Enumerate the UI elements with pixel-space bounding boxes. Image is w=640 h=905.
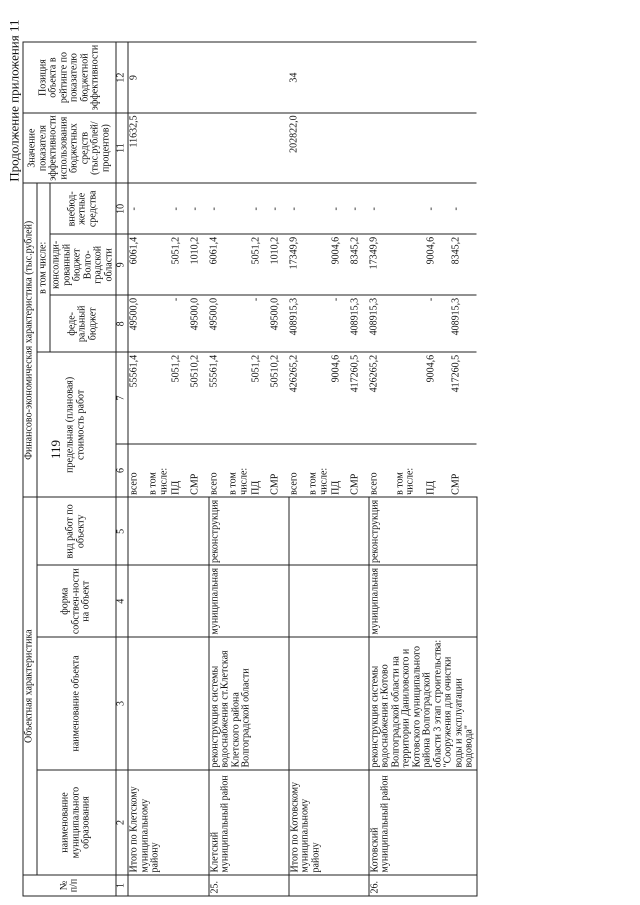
municipality-name: Клетский муниципальный район (209, 770, 289, 875)
work-type: реконструкция (209, 497, 289, 565)
line-label: ПД (425, 444, 451, 498)
line-label: в том числе: (394, 444, 425, 498)
rating-position (425, 42, 451, 113)
rating-position (209, 42, 228, 113)
col-index: 12 (116, 42, 128, 113)
regional-budget: 6061,4 (128, 234, 148, 295)
rating-position (251, 42, 270, 113)
efficiency-value (209, 113, 228, 184)
line-label: всего (128, 444, 148, 498)
mun-name-header: наименование муниципального образования (37, 770, 117, 875)
efficiency-value (251, 113, 270, 184)
rating-position (369, 42, 395, 113)
ownership-form (289, 565, 369, 637)
rating-position: 34 (289, 42, 308, 113)
regional-budget: 8345,2 (451, 234, 477, 295)
work-type: реконструкция (369, 497, 477, 565)
nonbudget-funds (148, 183, 171, 234)
row-number: 25. (209, 875, 289, 896)
nonbudget-funds: - (289, 183, 308, 234)
rating-header: Позиция объекта в рейтинге по показателю бюджетной эффективности (23, 42, 116, 113)
federal-budget: - (425, 295, 451, 352)
ownership-header: форма собствен-ности на объект (37, 565, 117, 637)
object-name (128, 637, 209, 770)
federal-budget: - (251, 295, 270, 352)
rating-position (394, 42, 425, 113)
federal-budget (308, 295, 331, 352)
total-cost (228, 352, 251, 443)
federal-budget: 49500,0 (190, 295, 209, 352)
nonbudget-funds: - (128, 183, 148, 234)
line-label: СМР (270, 444, 289, 498)
total-cost: 5051,2 (171, 352, 190, 443)
total-cost: 426265,2 (289, 352, 308, 443)
line-label: всего (209, 444, 228, 498)
work-type (289, 497, 369, 565)
table-row (369, 42, 395, 896)
nonbudget-funds: - (190, 183, 209, 234)
col-index: 1 (116, 875, 128, 896)
finance-table (23, 42, 478, 897)
total-cost: 417260,5 (350, 352, 369, 443)
nonbudget-funds: - (209, 183, 228, 234)
regional-budget (394, 234, 425, 295)
rating-position (331, 42, 350, 113)
object-group-header: Объектная характеристика (23, 497, 37, 875)
line-label: СМР (451, 444, 477, 498)
efficiency-value (308, 113, 331, 184)
total-cost: 417260,5 (451, 352, 477, 443)
line-label: СМР (190, 444, 209, 498)
efficiency-value (270, 113, 289, 184)
rating-position (228, 42, 251, 113)
nonbudget-funds: - (171, 183, 190, 234)
municipality-name: Итого по Котовскому муниципальному району (289, 770, 369, 875)
nonbudget-funds: - (270, 183, 289, 234)
nonbudget-funds (228, 183, 251, 234)
efficiency-value (394, 113, 425, 184)
line-label: в том числе: (308, 444, 331, 498)
federal-budget: 49500,0 (209, 295, 228, 352)
col-index: 6 (116, 444, 128, 498)
efficiency-value (451, 113, 477, 184)
efficiency-header: Значение показателя эффективности использования бюджетных средств (тыс.рублей/процентов) (23, 113, 116, 184)
regional-budget: 8345,2 (350, 234, 369, 295)
table-body (128, 42, 477, 896)
table-row (128, 42, 148, 896)
total-cost: 55561,4 (209, 352, 228, 443)
rating-position: 9 (128, 42, 148, 113)
col-index: 8 (116, 295, 128, 352)
nonbudget-funds: - (251, 183, 270, 234)
object-name: реконструкция системы водоснабжения г.Котово Волгоградской области на территории Даниловского и Котовского муниципального района Волгоградской области 3 этап строительства: "Сооружения для очистки воды и эксплуатации водовода" (369, 637, 477, 770)
col-num-header: № п/п (23, 875, 116, 896)
total-cost (394, 352, 425, 443)
line-label: в том числе: (228, 444, 251, 498)
federal-budget: - (171, 295, 190, 352)
federal-budget: 49500,0 (270, 295, 289, 352)
ownership-form: муниципальная (369, 565, 477, 637)
nonbudget-funds (394, 183, 425, 234)
total-cost: 5051,2 (251, 352, 270, 443)
rating-position (148, 42, 171, 113)
row-number: 26. (369, 875, 477, 896)
federal-header: феде-ральный бюджет (50, 295, 116, 352)
line-label: ПД (331, 444, 350, 498)
regional-budget: 1010,2 (190, 234, 209, 295)
rating-position (451, 42, 477, 113)
total-cost: 426265,2 (369, 352, 395, 443)
table-row (209, 42, 228, 896)
efficiency-value: 202822,0 (289, 113, 308, 184)
rating-position (350, 42, 369, 113)
efficiency-value (171, 113, 190, 184)
efficiency-value (425, 113, 451, 184)
federal-budget (228, 295, 251, 352)
regional-budget (228, 234, 251, 295)
rating-position (270, 42, 289, 113)
total-cost (308, 352, 331, 443)
nonbudget-funds (308, 183, 331, 234)
col-index: 9 (116, 234, 128, 295)
efficiency-value (350, 113, 369, 184)
rating-position (190, 42, 209, 113)
regional-header: консолиди-рованный бюджет Волго-градской области (50, 234, 116, 295)
nonbudget-header: внебюд-жетные средства (50, 183, 116, 234)
obj-name-header: наименование объекта (37, 637, 117, 770)
col-index: 3 (116, 637, 128, 770)
line-label: всего (289, 444, 308, 498)
federal-budget: 408915,3 (289, 295, 308, 352)
efficiency-value (369, 113, 395, 184)
total-cost: 9004,6 (331, 352, 350, 443)
appendix-title: Продолжение приложения 11 (6, 19, 22, 182)
federal-budget (394, 295, 425, 352)
regional-budget: 9004,6 (425, 234, 451, 295)
line-label: всего (369, 444, 395, 498)
efficiency-value (190, 113, 209, 184)
federal-budget (148, 295, 171, 352)
rating-position (308, 42, 331, 113)
efficiency-value: 11632,5 (128, 113, 148, 184)
total-cost (148, 352, 171, 443)
ownership-form (128, 565, 209, 637)
municipality-name: Итого по Клетскому муниципальному району (128, 770, 209, 875)
federal-budget: 408915,3 (369, 295, 395, 352)
regional-budget: 5051,2 (251, 234, 270, 295)
total-cost: 55561,4 (128, 352, 148, 443)
max-cost-header: предельная (плановая) стоимость работ (37, 352, 117, 497)
federal-budget: 408915,3 (350, 295, 369, 352)
nonbudget-funds: - (369, 183, 395, 234)
line-label: ПД (171, 444, 190, 498)
line-label: СМР (350, 444, 369, 498)
col-index: 5 (116, 497, 128, 565)
efficiency-value (148, 113, 171, 184)
work-type-header: вид работ по объекту (37, 497, 117, 565)
table-row (289, 42, 308, 896)
row-number (128, 875, 209, 896)
efficiency-value (331, 113, 350, 184)
regional-budget (308, 234, 331, 295)
regional-budget: 9004,6 (331, 234, 350, 295)
nonbudget-funds: - (451, 183, 477, 234)
regional-budget: 1010,2 (270, 234, 289, 295)
page-number: 119 (48, 440, 63, 460)
including-header: в том числе: (37, 183, 51, 352)
nonbudget-funds: - (331, 183, 350, 234)
col-index: 4 (116, 565, 128, 637)
column-number-row (116, 42, 128, 896)
line-label: в том числе: (148, 444, 171, 498)
nonbudget-funds: - (350, 183, 369, 234)
object-name (289, 637, 369, 770)
federal-budget: 49500,0 (128, 295, 148, 352)
rating-position (171, 42, 190, 113)
landscape-sheet (1, 0, 640, 905)
col-index: 11 (116, 113, 128, 184)
regional-budget: 5051,2 (171, 234, 190, 295)
total-cost: 50510,2 (190, 352, 209, 443)
regional-budget (148, 234, 171, 295)
nonbudget-funds: - (425, 183, 451, 234)
row-number (289, 875, 369, 896)
regional-budget: 6061,4 (209, 234, 228, 295)
object-name: реконструкция системы водоснабжения ст.Клетская Клетского района Волгоградской области (209, 637, 289, 770)
federal-budget: - (331, 295, 350, 352)
ownership-form: муниципальная (209, 565, 289, 637)
municipality-name: Котовский муниципальный район (369, 770, 477, 875)
col-index: 10 (116, 183, 128, 234)
federal-budget: 408915,3 (451, 295, 477, 352)
finance-group-header: Финансово-экономическая характеристика (тыс.рублей) (23, 183, 37, 497)
regional-budget: 17349,9 (369, 234, 395, 295)
total-cost: 9004,6 (425, 352, 451, 443)
total-cost: 50510,2 (270, 352, 289, 443)
col-index: 2 (116, 770, 128, 875)
efficiency-value (228, 113, 251, 184)
col-index: 7 (116, 352, 128, 443)
line-label: ПД (251, 444, 270, 498)
work-type (128, 497, 209, 565)
regional-budget: 17349,9 (289, 234, 308, 295)
